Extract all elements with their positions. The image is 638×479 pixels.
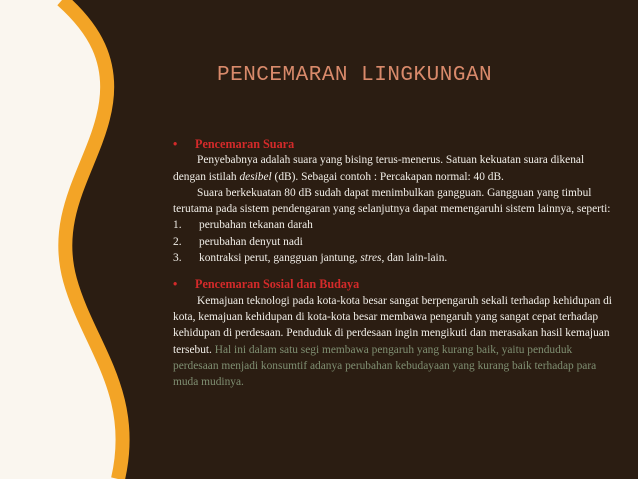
effects-list [173,217,613,266]
list-item: 2. perubahan denyut nadi [173,235,303,248]
faded-text: Hal ini dalam satu segi membawa pengaruh yang kurang baik, yaitu penduduk perdesaan menjadi konsumtif adanya perubahan kebudayaan yang kurang baik terhadap para muda mudinya. [173,343,597,389]
heading-text: Pencemaran Suara [195,137,295,151]
decorative-wave-panel [0,0,160,479]
noise-paragraph-1: Penyebabnya adalah suara yang bising terus-menerus. Satuan kekuatan suara dikenal dengan istilah desibel (dB). Sebagai contoh : Percakapan normal: 40 dB. [173,154,585,183]
slide-content [173,136,613,390]
list-item: 3. kontraksi perut, gangguan jantung, stres, dan lain-lain. [173,252,448,265]
noise-paragraph-2: Suara berkekuatan 80 dB sudah dapat menimbulkan gangguan. Gangguan yang timbul terutama pada sistem pendengaran yang selanjutnya dapat memengaruhi sistem lainnya, seperti: [173,186,611,216]
bullet-marker: • [173,277,178,292]
social-paragraph: Kemajuan teknologi pada kota-kota besar sangat berpengaruh sekali terhadap kehidupan di kota, kemajuan kehidupan di kota-kota besar membawa pengaruh yang sangat cepat terhadap kehidupan di perdesaan. Penduduk di perdesaan ingin mengikuti dan merasakan hasil kemajuan tersebut. Hal ini dalam satu segi membawa pengaruh yang kurang baik, yaitu penduduk perdesaan menjadi konsumtif adanya perubahan kebudayaan yang kurang baik terhadap para muda mudinya. [173,294,612,389]
heading-text: Pencemaran Sosial dan Budaya [195,277,360,292]
section-heading-noise [173,136,613,152]
slide-title: PENCEMARAN LINGKUNGAN [217,64,493,87]
list-item: 1. perubahan tekanan darah [173,219,313,232]
bullet-marker: • [173,137,178,151]
section-heading-social [173,276,613,292]
